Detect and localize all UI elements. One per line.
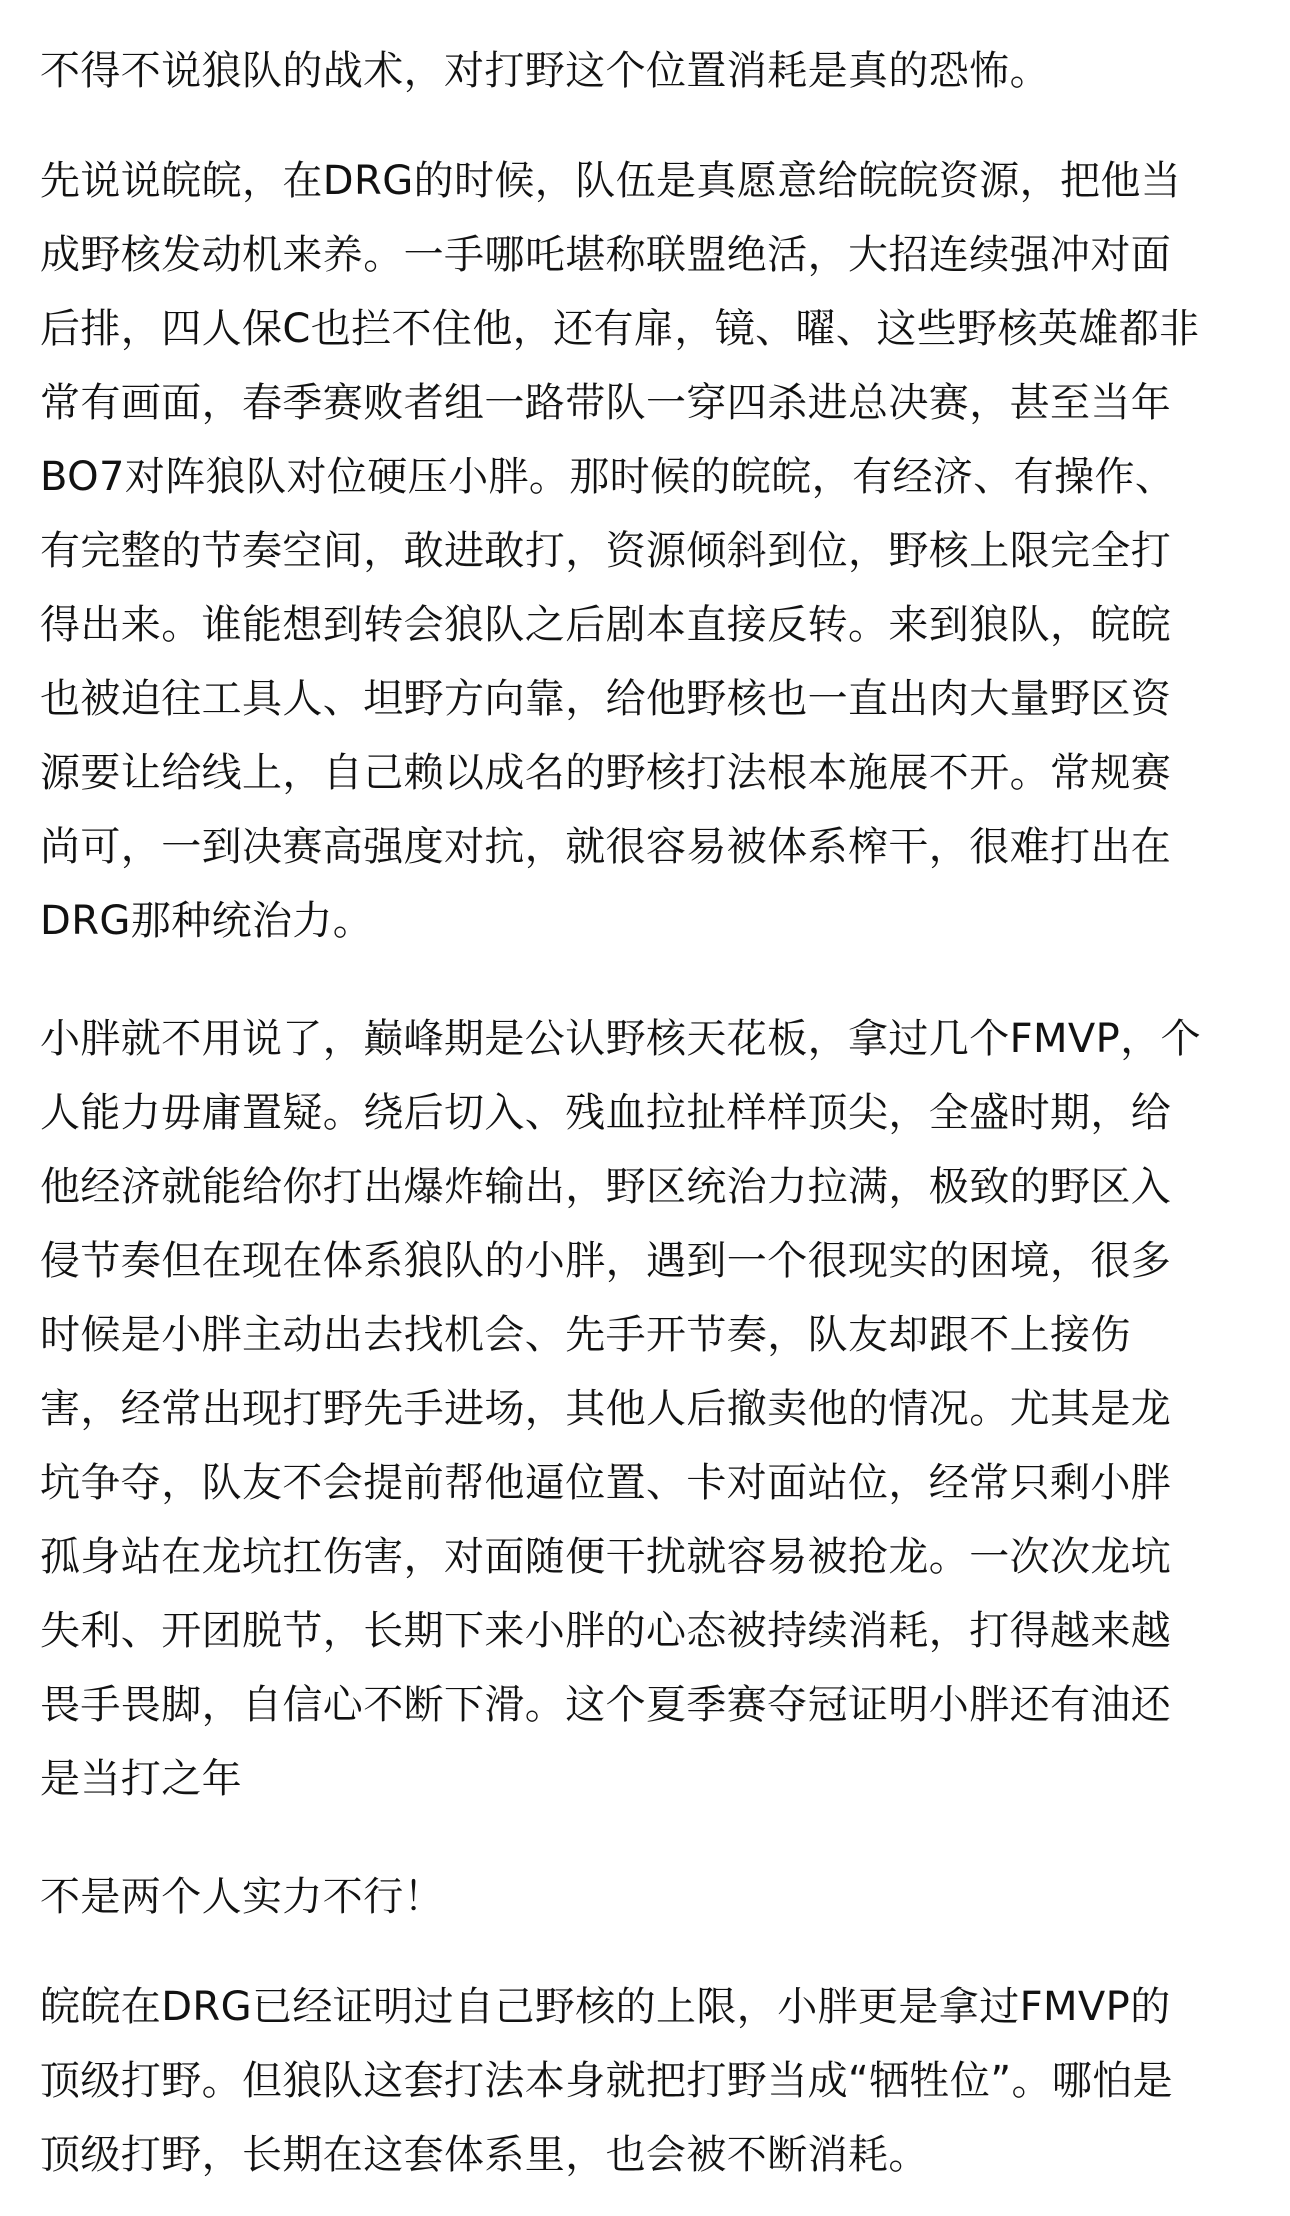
text-line: 得出来。谁能想到转会狼队之后剧本直接反转。来到狼队，皖皖 [40, 602, 1172, 648]
text-line: 失利、开团脱节，长期下来小胖的心态被持续消耗，打得越来越 [40, 1608, 1172, 1654]
text-line: 先说说皖皖，在DRG的时候，队伍是真愿意给皖皖资源，把他当 [40, 158, 1182, 204]
text-line: 孤身站在龙坑扛伤害，对面随便干扰就容易被抢龙。一次次龙坑 [40, 1534, 1172, 1580]
text-line: 畏手畏脚，自信心不断下滑。这个夏季赛夺冠证明小胖还有油还 [40, 1682, 1172, 1728]
text-line: 有完整的节奏空间，敢进敢打，资源倾斜到位，野核上限完全打 [40, 528, 1172, 574]
text-line: 皖皖在DRG已经证明过自己野核的上限，小胖更是拿过FMVP的 [40, 1984, 1171, 2030]
text-line: 不得不说狼队的战术，对打野这个位置消耗是真的恐怖。 [40, 48, 1050, 94]
text-line: 顶级打野，长期在这套体系里，也会被不断消耗。 [40, 2132, 929, 2178]
paragraph-statement [40, 1860, 1250, 1934]
text-line: 常有画面，春季赛败者组一路带队一穿四杀进总决赛，甚至当年 [40, 380, 1172, 426]
text-line: 不是两个人实力不行！ [40, 1874, 444, 1920]
text-line: 时候是小胖主动出去找机会、先手开节奏，队友却跟不上接伤 [40, 1312, 1131, 1358]
text-line: 坑争夺，队友不会提前帮他逼位置、卡对面站位，经常只剩小胖 [40, 1460, 1172, 1506]
text-line: 他经济就能给你打出爆炸输出，野区统治力拉满，极致的野区入 [40, 1164, 1172, 1210]
text-line: 是当打之年 [40, 1756, 242, 1802]
paragraph-intro [40, 34, 1250, 108]
text-line: 人能力毋庸置疑。绕后切入、残血拉扯样样顶尖，全盛时期，给 [40, 1090, 1172, 1136]
text-line: 成野核发动机来养。一手哪吒堪称联盟绝活，大招连续强冲对面 [40, 232, 1172, 278]
paragraph-xiaopang [40, 1002, 1250, 1816]
text-line: 害，经常出现打野先手进场，其他人后撤卖他的情况。尤其是龙 [40, 1386, 1172, 1432]
text-line: 顶级打野。但狼队这套打法本身就把打野当成“牺牲位”。哪怕是 [40, 2058, 1174, 2104]
paragraph-wanwan [40, 144, 1250, 958]
text-line: 源要让给线上，自己赖以成名的野核打法根本施展不开。常规赛 [40, 750, 1172, 796]
paragraph-conclusion [40, 1970, 1250, 2192]
text-line: BO7对阵狼队对位硬压小胖。那时候的皖皖，有经济、有操作、 [40, 454, 1176, 500]
text-line: DRG那种统治力。 [40, 898, 374, 944]
text-line: 也被迫往工具人、坦野方向靠，给他野核也一直出肉大量野区资 [40, 676, 1172, 722]
text-line: 侵节奏但在现在体系狼队的小胖，遇到一个很现实的困境，很多 [40, 1238, 1172, 1284]
text-line: 尚可，一到决赛高强度对抗，就很容易被体系榨干，很难打出在 [40, 824, 1172, 870]
text-line: 后排，四人保C也拦不住他，还有扉，镜、曜、这些野核英雄都非 [40, 306, 1200, 352]
text-line: 小胖就不用说了，巅峰期是公认野核天花板，拿过几个FMVP，个 [40, 1016, 1202, 1062]
